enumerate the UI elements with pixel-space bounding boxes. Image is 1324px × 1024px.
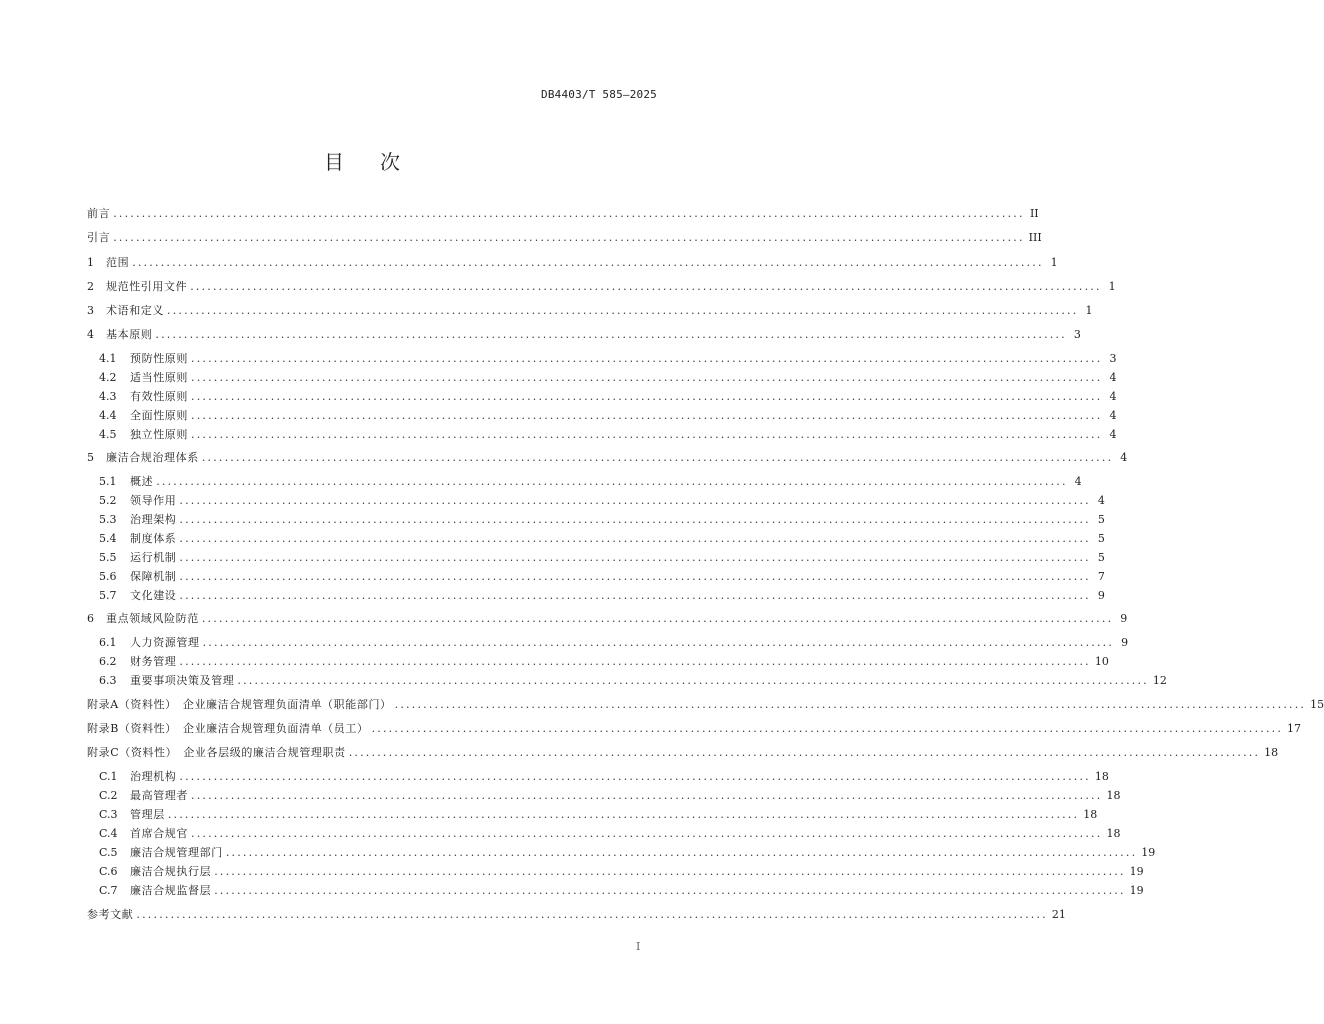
page-title: 目次 <box>324 150 436 174</box>
toc-leader-dots: ................................................................................................................................................................ <box>202 636 1115 649</box>
toc-entry[interactable] <box>87 720 1302 738</box>
toc-entry-label: 廉洁合规管理部门 <box>130 846 223 859</box>
toc-entry[interactable] <box>99 634 1129 652</box>
toc-entry-page: 5 <box>1097 513 1105 526</box>
toc-leader-dots: ................................................................................................................................................................ <box>113 207 1025 220</box>
toc-entry-number: 4.5 <box>99 428 117 441</box>
toc-leader-dots: ................................................................................................................................................................ <box>190 280 1102 293</box>
toc-entry-label: 首席合规官 <box>130 827 188 840</box>
toc-entry-number: 5.3 <box>99 513 117 526</box>
toc-entry-page: 18 <box>1083 808 1098 821</box>
toc-entry-number: 6.1 <box>99 636 117 649</box>
toc-entry-page: 18 <box>1106 789 1121 802</box>
toc-entry-number: C.2 <box>99 789 118 802</box>
toc-entry[interactable] <box>87 205 1039 223</box>
toc-leader-dots: ................................................................................................................................................................ <box>214 865 1126 878</box>
toc-entry[interactable] <box>87 696 1324 714</box>
toc-entry-label: 附录B（资料性） 企业廉洁合规管理负面清单（员工） <box>87 722 369 735</box>
toc-leader-dots: ................................................................................................................................................................ <box>191 827 1103 840</box>
toc-leader-dots: ................................................................................................................................................................ <box>394 698 1307 711</box>
toc-leader-dots: ................................................................................................................................................................ <box>201 612 1114 625</box>
toc-entry[interactable] <box>99 492 1105 510</box>
toc-entry-number: C.4 <box>99 827 118 840</box>
document-code: DB4403/T 585—2025 <box>541 88 657 101</box>
toc-leader-dots: ................................................................................................................................................................ <box>179 551 1091 564</box>
toc-leader-dots: ................................................................................................................................................................ <box>191 428 1103 441</box>
toc-entry-page: 19 <box>1141 846 1156 859</box>
toc-leader-dots: ................................................................................................................................................................ <box>214 884 1126 897</box>
toc-entry-page: 1 <box>1050 256 1058 269</box>
toc-entry-label: 全面性原则 <box>130 409 188 422</box>
toc-entry-label: 独立性原则 <box>130 428 188 441</box>
toc-entry[interactable] <box>99 806 1098 824</box>
toc-entry[interactable] <box>99 549 1105 567</box>
toc-entry[interactable] <box>87 302 1093 320</box>
toc-entry[interactable] <box>87 610 1128 628</box>
toc-entry-page: 19 <box>1129 865 1144 878</box>
toc-entry-page: III <box>1028 231 1042 244</box>
toc-entry[interactable] <box>99 473 1082 491</box>
toc-leader-dots: ................................................................................................................................................................ <box>167 808 1080 821</box>
toc-entry-label: 廉洁合规治理体系 <box>106 451 199 464</box>
toc-entry-label: 预防性原则 <box>130 352 188 365</box>
toc-entry-number: 5.5 <box>99 551 117 564</box>
toc-entry-label: 附录C（资料性） 企业各层级的廉洁合规管理职责 <box>87 746 346 759</box>
toc-entry-label: 廉洁合规执行层 <box>130 865 212 878</box>
toc-leader-dots: ................................................................................................................................................................ <box>155 328 1067 341</box>
toc-entry-number: 5.1 <box>99 475 117 488</box>
toc-entry-label: 有效性原则 <box>130 390 188 403</box>
toc-entry[interactable] <box>99 568 1105 586</box>
toc-entry-page: 3 <box>1073 328 1081 341</box>
toc-leader-dots: ................................................................................................................................................................ <box>225 846 1138 859</box>
toc-entry-label: 文化建设 <box>130 589 177 602</box>
toc-entry-label: 适当性原则 <box>130 371 188 384</box>
toc-entry-label: 术语和定义 <box>106 304 164 317</box>
toc-entry-label: 财务管理 <box>130 655 177 668</box>
toc-entry-page: 4 <box>1109 428 1117 441</box>
toc-entry[interactable] <box>87 229 1042 247</box>
toc-leader-dots: ................................................................................................................................................................ <box>156 475 1068 488</box>
toc-entry-label: 引言 <box>87 231 111 244</box>
toc-entry[interactable] <box>99 653 1109 671</box>
toc-entry-label: 保障机制 <box>130 570 177 583</box>
toc-entry-page: 4 <box>1109 409 1117 422</box>
toc-entry[interactable] <box>99 388 1117 406</box>
toc-entry-label: 范围 <box>106 256 130 269</box>
toc-entry[interactable] <box>99 672 1167 690</box>
toc-leader-dots: ................................................................................................................................................................ <box>179 513 1091 526</box>
toc-entry-label: 规范性引用文件 <box>106 280 188 293</box>
toc-entry-number: 5.6 <box>99 570 117 583</box>
toc-entry-number: 6.3 <box>99 674 117 687</box>
toc-entry-label: 前言 <box>87 207 111 220</box>
toc-entry-page: 9 <box>1097 589 1105 602</box>
toc-entry-page: 19 <box>1129 884 1144 897</box>
toc-entry[interactable] <box>87 744 1279 762</box>
toc-entry-page: II <box>1029 207 1039 220</box>
toc-entry-number: 4.1 <box>99 352 117 365</box>
toc-entry[interactable] <box>87 449 1128 467</box>
toc-entry-page: 1 <box>1085 304 1093 317</box>
toc-entry[interactable] <box>99 787 1121 805</box>
toc-leader-dots: ................................................................................................................................................................ <box>113 231 1025 244</box>
toc-leader-dots: ................................................................................................................................................................ <box>179 570 1091 583</box>
toc-entry[interactable] <box>87 278 1116 296</box>
toc-entry-page: 18 <box>1106 827 1121 840</box>
toc-entry-page: 18 <box>1264 746 1279 759</box>
toc-entry-number: 5 <box>87 451 94 464</box>
toc-entry-number: 4.2 <box>99 371 117 384</box>
page-number: I <box>636 940 641 953</box>
toc-entry-page: 5 <box>1097 551 1105 564</box>
toc-leader-dots: ................................................................................................................................................................ <box>167 304 1079 317</box>
toc-leader-dots: ................................................................................................................................................................ <box>179 770 1091 783</box>
toc-entry-page: 15 <box>1310 698 1324 711</box>
toc-entry[interactable] <box>99 530 1105 548</box>
toc-entry[interactable] <box>99 511 1105 529</box>
toc-entry-page: 1 <box>1108 280 1116 293</box>
toc-entry-number: 6.2 <box>99 655 117 668</box>
toc-leader-dots: ................................................................................................................................................................ <box>237 674 1149 687</box>
toc-leader-dots: ................................................................................................................................................................ <box>179 655 1091 668</box>
toc-entry-page: 10 <box>1094 655 1109 668</box>
toc-leader-dots: ................................................................................................................................................................ <box>191 409 1103 422</box>
toc-entry-label: 重要事项决策及管理 <box>130 674 235 687</box>
toc-leader-dots: ................................................................................................................................................................ <box>191 789 1103 802</box>
toc-leader-dots: ................................................................................................................................................................ <box>348 746 1261 759</box>
toc-entry-label: 治理机构 <box>130 770 177 783</box>
toc-entry-label: 制度体系 <box>130 532 177 545</box>
toc-entry[interactable] <box>99 768 1109 786</box>
toc-leader-dots: ................................................................................................................................................................ <box>191 371 1103 384</box>
toc-leader-dots: ................................................................................................................................................................ <box>191 390 1103 403</box>
toc-entry[interactable] <box>87 326 1081 344</box>
toc-entry-page: 4 <box>1120 451 1128 464</box>
toc-entry-number: 3 <box>87 304 94 317</box>
toc-entry-page: 17 <box>1287 722 1302 735</box>
toc-entry-label: 管理层 <box>130 808 165 821</box>
toc-entry[interactable] <box>99 882 1144 900</box>
toc-entry-page: 12 <box>1152 674 1167 687</box>
toc-leader-dots: ................................................................................................................................................................ <box>136 908 1048 921</box>
toc-entry[interactable] <box>99 426 1117 444</box>
toc-entry-page: 7 <box>1097 570 1105 583</box>
toc-entry-page: 9 <box>1121 636 1129 649</box>
toc-entry-number: 5.2 <box>99 494 117 507</box>
toc-entry-number: C.6 <box>99 865 118 878</box>
toc-leader-dots: ................................................................................................................................................................ <box>201 451 1114 464</box>
toc-entry-label: 基本原则 <box>106 328 153 341</box>
toc-entry-label: 治理架构 <box>130 513 177 526</box>
toc-entry[interactable] <box>99 369 1117 387</box>
toc-entry[interactable] <box>99 350 1117 368</box>
toc-entry[interactable] <box>99 407 1117 425</box>
toc-entry[interactable] <box>99 587 1105 605</box>
toc-entry-label: 附录A（资料性） 企业廉洁合规管理负面清单（职能部门） <box>87 698 392 711</box>
toc-entry-number: 4.3 <box>99 390 117 403</box>
toc-entry-number: C.7 <box>99 884 118 897</box>
toc-entry-number: C.3 <box>99 808 118 821</box>
toc-entry-page: 4 <box>1109 390 1117 403</box>
toc-entry-number: C.1 <box>99 770 118 783</box>
toc-entry-label: 重点领域风险防范 <box>106 612 199 625</box>
toc-entry-number: 4 <box>87 328 94 341</box>
toc-entry-page: 4 <box>1097 494 1105 507</box>
toc-entry-number: 4.4 <box>99 409 117 422</box>
toc-entry-number: 6 <box>87 612 94 625</box>
toc-entry[interactable] <box>99 825 1121 843</box>
toc-entry[interactable] <box>87 254 1058 272</box>
toc-leader-dots: ................................................................................................................................................................ <box>179 589 1091 602</box>
toc-entry[interactable] <box>99 863 1144 881</box>
toc-entry-number: 5.4 <box>99 532 117 545</box>
toc-entry-label: 概述 <box>130 475 154 488</box>
toc-entry-page: 3 <box>1109 352 1117 365</box>
toc-entry-number: 5.7 <box>99 589 117 602</box>
toc-entry-label: 人力资源管理 <box>130 636 200 649</box>
toc-entry-label: 领导作用 <box>130 494 177 507</box>
toc-leader-dots: ................................................................................................................................................................ <box>179 532 1091 545</box>
toc-entry-page: 4 <box>1109 371 1117 384</box>
toc-entry-label: 最高管理者 <box>130 789 188 802</box>
toc-entry-number: 2 <box>87 280 94 293</box>
toc-entry-page: 18 <box>1094 770 1109 783</box>
toc-entry[interactable] <box>87 906 1066 924</box>
toc-leader-dots: ................................................................................................................................................................ <box>132 256 1044 269</box>
toc-entry-page: 21 <box>1051 908 1066 921</box>
toc-entry-label: 运行机制 <box>130 551 177 564</box>
toc-leader-dots: ................................................................................................................................................................ <box>371 722 1284 735</box>
toc-entry-number: C.5 <box>99 846 118 859</box>
toc-entry-page: 5 <box>1097 532 1105 545</box>
toc-leader-dots: ................................................................................................................................................................ <box>191 352 1103 365</box>
toc-entry-label: 参考文献 <box>87 908 134 921</box>
toc-entry-number: 1 <box>87 256 94 269</box>
toc-entry-page: 4 <box>1074 475 1082 488</box>
toc-leader-dots: ................................................................................................................................................................ <box>179 494 1091 507</box>
toc-entry-page: 9 <box>1120 612 1128 625</box>
toc-entry[interactable] <box>99 844 1156 862</box>
toc-entry-label: 廉洁合规监督层 <box>130 884 212 897</box>
